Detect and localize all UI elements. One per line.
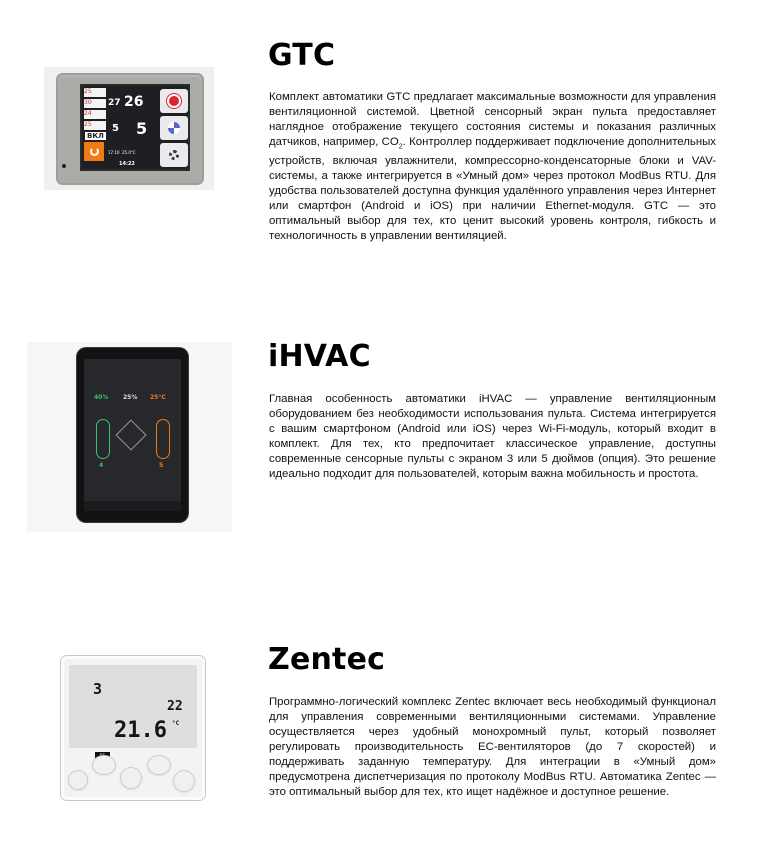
down-button[interactable]	[173, 770, 195, 792]
settings-button[interactable]	[160, 143, 188, 167]
main-temp: 27	[108, 98, 121, 108]
time-value: 17:10	[108, 150, 120, 155]
section-description: Главная особенность автоматики iHVAC — управление вентиляционным оборудованием без необходимости использования пульта. Система интегрируется с вашим смартфоном (Android или iOS) через Wi-Fi-модуль, который входит в комплект. Для тех, кто предпочитает классическое управление, доступны современные сенсорные пульты с экраном 3 или 5 дюймов (опция). Это решение идеально подходит для пользователей, которым важна мобильность и простота.	[269, 393, 716, 480]
temp-3: 24	[84, 110, 92, 117]
gtc-screen	[80, 84, 190, 171]
bottom-nav-bar[interactable]	[84, 501, 181, 511]
zentec-panel-image	[61, 656, 205, 800]
speed-b: 5	[136, 119, 148, 138]
set-temp: 26	[124, 94, 144, 110]
ihvac-tablet	[77, 348, 188, 522]
zentec-controller	[61, 656, 205, 800]
speed-a: 5	[112, 123, 119, 134]
main-temp: 21.6	[114, 718, 167, 743]
outdoor-temp: 25.0°C	[122, 150, 136, 155]
clock-value: 14:22	[119, 161, 135, 167]
section-title: GTC	[268, 38, 336, 73]
section-description: Программно-логический комплекс Zentec включает весь необходимый функционал для управления современными вентиляционными системами. Управление осуществляется через удобный монохромный пульт, который позволяет регулировать производительность EC-вентиляторов (до 7 скоростей) и поддерживать заданную температуру. Для интеграции в «Умный дом» предусмотрена диспетчеризация по протоколу ModBus RTU. Автоматика Zentec — это оптимальный выбор для тех, кто ищет надёжное и доступное решение.	[269, 696, 716, 798]
temp-value: 25°C	[150, 394, 166, 401]
humidity-value: 40%	[94, 394, 109, 401]
zentec-lcd	[69, 665, 197, 748]
status-led	[62, 164, 66, 168]
ihvac-panel-image	[27, 342, 232, 532]
right-speed: 5	[159, 462, 164, 469]
temp-unit: °C	[172, 720, 180, 727]
home-icon	[115, 419, 146, 450]
left-speed: 4	[99, 462, 104, 469]
heat-button[interactable]	[160, 89, 188, 113]
temp-1: 25	[84, 88, 92, 95]
fan-value: 25%	[123, 394, 138, 401]
speed-right-control[interactable]	[156, 419, 170, 459]
mode-button[interactable]	[92, 755, 116, 775]
speed-left-control[interactable]	[96, 419, 110, 459]
temp-4: 25	[84, 121, 92, 128]
section-title: iHVAC	[268, 339, 371, 374]
up-button[interactable]	[147, 755, 171, 775]
sun-icon	[169, 96, 179, 106]
fan-button[interactable]	[160, 116, 188, 140]
fan-icon	[168, 122, 180, 134]
temp-2: 30	[84, 99, 92, 106]
ihvac-screen	[84, 359, 181, 511]
on-label: ВКЛ	[87, 132, 104, 140]
power-button[interactable]	[68, 770, 88, 790]
power-icon[interactable]	[84, 142, 104, 161]
fan-speed: 3	[93, 680, 103, 698]
gtc-controller-image	[44, 67, 214, 190]
section-description: Комплект автоматики GTC предлагает максимальные возможности для управления вентиляционной системой. Цветной сенсорный экран пульта предоставляет наглядное отображение текущего состояния системы и показания различных датчиков, например, $CO_2$. Контроллер поддерживает подключение дополнительных устройств, включая увлажнители, компрессорно-конденсаторные блоки и VAV-системы, а также интегрируется в «Умный дом» через протокол ModBus RTU. Для удобства пользователей доступна функция удалённого управления через Интернет или смартфон (Android и iOS) при наличии Ethernet-модуля. GTC — это оптимальный выбор для тех, кто ценит высокий уровень контроля, гибкость и технологичность в управлении вентиляцией.	[269, 91, 716, 243]
set-temp: 22	[167, 699, 183, 714]
fan-button[interactable]	[120, 767, 142, 789]
gtc-panel-frame	[56, 73, 204, 185]
gear-icon	[169, 150, 179, 160]
section-title: Zentec	[268, 642, 386, 677]
